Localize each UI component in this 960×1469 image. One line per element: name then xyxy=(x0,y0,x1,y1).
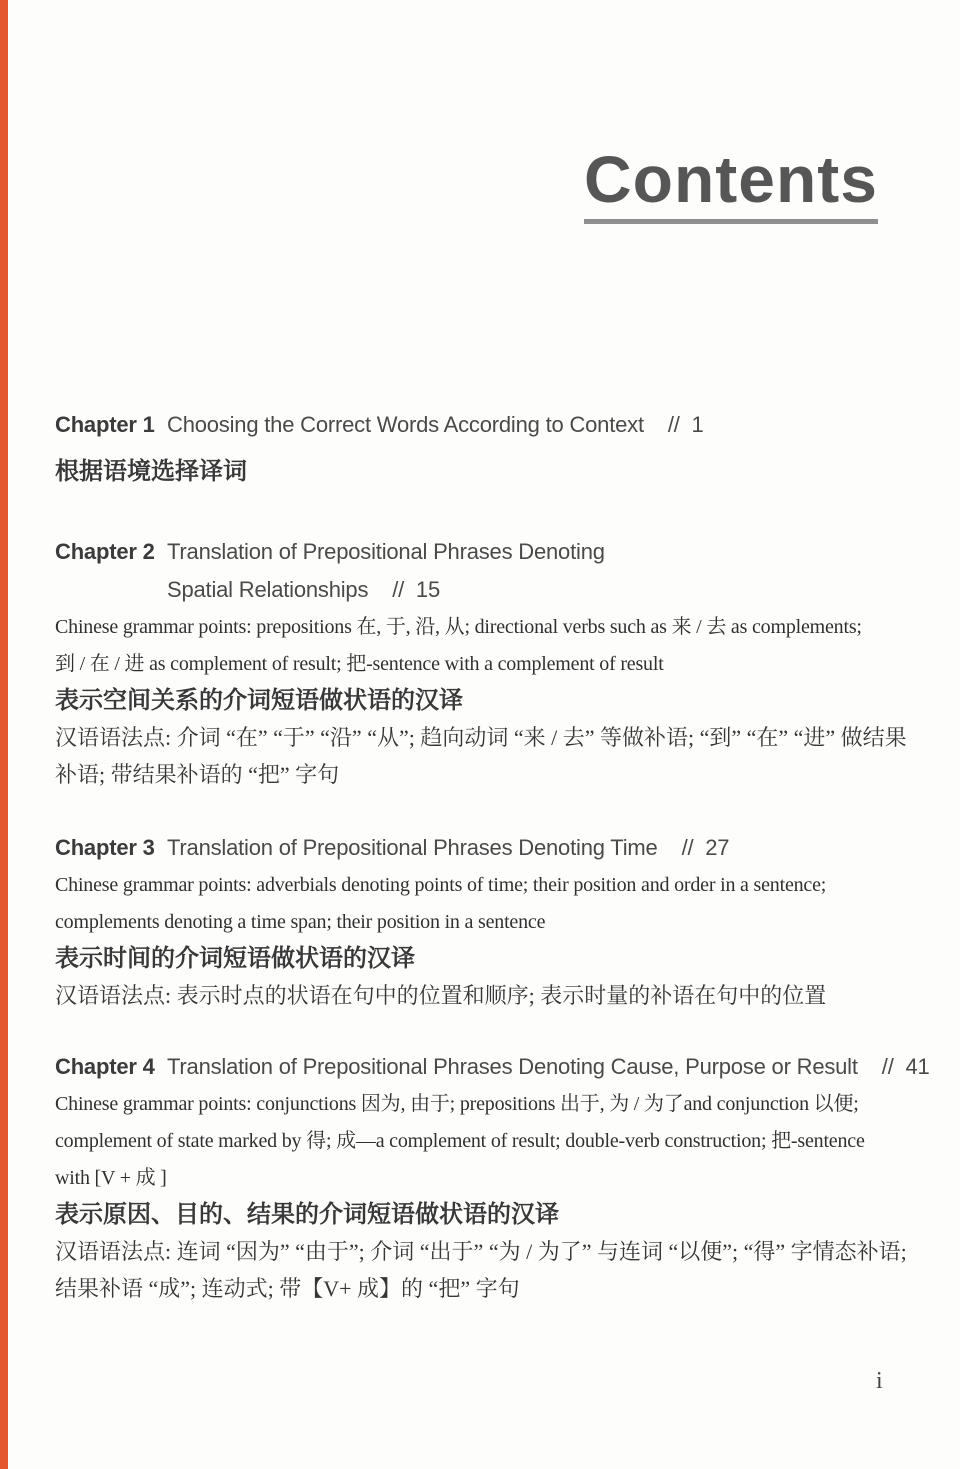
chapter-title: Choosing the Correct Words According to Context xyxy=(167,412,644,437)
chapter-title-line2: Spatial Relationships xyxy=(167,577,369,602)
chapter-page-number: // 1 xyxy=(667,412,704,437)
chapter-heading-continued xyxy=(55,571,935,609)
chapter-page-number: // 41 xyxy=(881,1054,930,1079)
grammar-points-line: Chinese grammar points: conjunctions 因为, 由于; prepositions 出于, 为 / 为了and conjunction 以便; xyxy=(55,1093,859,1115)
toc-entry-chapter-3 xyxy=(55,829,935,1014)
chapter-label: Chapter 4 xyxy=(55,1054,155,1079)
grammar-points-line: 到 / 在 / 进 as complement of result; 把-sentence with a complement of result xyxy=(55,653,664,675)
grammar-points-chinese-line: 补语; 带结果补语的 “把” 字句 xyxy=(55,762,340,787)
chapter-title-chinese: 表示原因、目的、结果的介词短语做状语的汉译 xyxy=(55,1201,559,1228)
chapter-title-chinese: 根据语境选择译词 xyxy=(55,458,247,485)
grammar-points-chinese-line: 汉语语法点: 连词 “因为” “由于”; 介词 “出于” “为 / 为了” 与连词 “以便”; “得” 字情态补语; xyxy=(55,1239,907,1264)
chapter-page-number: // 15 xyxy=(392,577,440,602)
page-title: Contents xyxy=(584,146,878,224)
grammar-points-line: complement of state marked by 得; 成—a complement of result; double-verb construction; 把-sentence xyxy=(55,1130,865,1152)
chapter-label: Chapter 3 xyxy=(55,835,155,860)
chapter-label: Chapter 2 xyxy=(55,539,155,564)
grammar-points-line: Chinese grammar points: adverbials denoting points of time; their position and order in a sentence; xyxy=(55,874,827,896)
grammar-points-chinese-line: 汉语语法点: 表示时点的状语在句中的位置和顺序; 表示时量的补语在句中的位置 xyxy=(55,983,827,1008)
chapter-title-line1: Translation of Prepositional Phrases Denoting xyxy=(167,539,605,564)
grammar-points-chinese-line: 汉语语法点: 介词 “在” “于” “沿” “从”; 趋向动词 “来 / 去” 等做补语; “到” “在” “进” 做结果 xyxy=(55,725,907,750)
chapter-heading xyxy=(55,406,935,444)
toc-entry-chapter-1 xyxy=(55,406,935,490)
chapter-title: Translation of Prepositional Phrases Denoting Cause, Purpose or Result xyxy=(167,1054,858,1079)
grammar-points-line: Chinese grammar points: prepositions 在, 于, 沿, 从; directional verbs such as 来 / 去 as complements; xyxy=(55,616,862,638)
chapter-title-chinese: 表示时间的介词短语做状语的汉译 xyxy=(55,945,415,972)
table-of-contents xyxy=(55,406,935,1307)
chapter-title: Translation of Prepositional Phrases Denoting Time xyxy=(167,835,658,860)
toc-entry-chapter-4 xyxy=(55,1048,935,1307)
chapter-heading xyxy=(55,1048,935,1086)
chapter-heading xyxy=(55,533,935,571)
grammar-points-line: complements denoting a time span; their position in a sentence xyxy=(55,911,546,933)
toc-entry-chapter-2 xyxy=(55,533,935,793)
chapter-title-chinese: 表示空间关系的介词短语做状语的汉译 xyxy=(55,687,463,714)
grammar-points-chinese-line: 结果补语 “成”; 连动式; 带【V+ 成】的 “把” 字句 xyxy=(55,1276,520,1301)
folio-page-number: i xyxy=(876,1368,883,1394)
chapter-page-number: // 27 xyxy=(681,835,730,860)
chapter-label: Chapter 1 xyxy=(55,412,155,437)
grammar-points-line: with [V + 成 ] xyxy=(55,1167,167,1189)
page-edge-accent xyxy=(0,0,8,1469)
chapter-heading xyxy=(55,829,935,867)
